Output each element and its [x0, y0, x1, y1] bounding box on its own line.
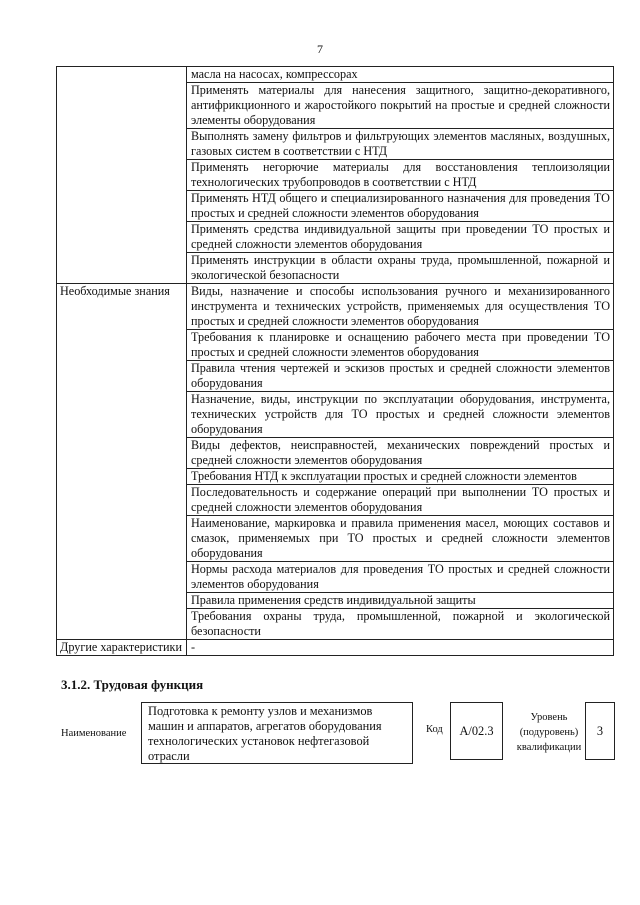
row-text: Требования НТД к эксплуатации простых и средней сложности элементов — [187, 469, 614, 485]
row-label-other: Другие характеристики — [57, 640, 187, 656]
code-label: Код — [426, 724, 443, 735]
row-text: Нормы расхода материалов для проведения ТО простых и средней сложности элементов оборудования — [187, 562, 614, 593]
row-text: Правила применения средств индивидуальной защиты — [187, 593, 614, 609]
row-text: Наименование, маркировка и правила применения масел, моющих составов и смазок, применяемых при ТО простых и средней сложности элементов оборудования — [187, 516, 614, 562]
row-text: Последовательность и содержание операций при выполнении ТО простых и средней сложности элементов оборудования — [187, 485, 614, 516]
row-text: - — [187, 640, 614, 656]
row-text: Применять негорючие материалы для восстановления теплоизоляции технологических трубопроводов в соответствии с НТД — [187, 160, 614, 191]
row-text: Применять средства индивидуальной защиты при проведении ТО простых и средней сложности элементов оборудования — [187, 222, 614, 253]
row-text: Применять инструкции в области охраны труда, промышленной, пожарной и экологической безопасности — [187, 253, 614, 284]
row-text: Требования охраны труда, промышленной, пожарной и экологической безопасности — [187, 609, 614, 640]
row-label-cell — [57, 67, 187, 284]
row-label-knowledge: Необходимые знания — [57, 284, 187, 640]
row-text: масла на насосах, компрессорах — [187, 67, 614, 83]
page-number: 7 — [317, 42, 323, 56]
row-text: Виды, назначение и способы использования ручного и механизированного инструмента и технических устройств, применяемых для осуществления ТО простых и средней сложности элементов оборудования — [187, 284, 614, 330]
level-label: Уровень (подуровень) квалификации — [516, 712, 582, 753]
row-text: Требования к планировке и оснащению рабочего места при проведении ТО простых и средней сложности элементов оборудования — [187, 330, 614, 361]
table-row — [57, 640, 614, 656]
code-value-box: А/02.3 — [450, 702, 503, 760]
row-text: Применять НТД общего и специализированного назначения для проведения ТО простых и средней сложности элементов оборудования — [187, 191, 614, 222]
row-text: Правила чтения чертежей и эскизов простых и средней сложности элементов оборудования — [187, 361, 614, 392]
table-row — [57, 284, 614, 330]
row-text: Виды дефектов, неисправностей, механических повреждений простых и средней сложности элементов оборудования — [187, 438, 614, 469]
requirements-table — [56, 66, 614, 656]
level-value-box: 3 — [585, 702, 615, 760]
row-text: Назначение, виды, инструкции по эксплуатации оборудования, инструмента, технических устройств для ТО простых и средней сложности элементов оборудования — [187, 392, 614, 438]
table-row — [57, 67, 614, 83]
row-text: Применять материалы для нанесения защитного, защитно-декоративного, антифрикционного и жаростойкого покрытий на простые и средней сложности элементы оборудования — [187, 83, 614, 129]
section-heading: 3.1.2. Трудовая функция — [61, 677, 204, 692]
name-label: Наименование — [61, 728, 127, 739]
name-value-box: Подготовка к ремонту узлов и механизмов машин и аппаратов, агрегатов оборудования технологических установок нефтегазовой отрасли — [141, 702, 413, 764]
row-text: Выполнять замену фильтров и фильтрующих элементов масляных, воздушных, газовых систем в соответствии с НТД — [187, 129, 614, 160]
